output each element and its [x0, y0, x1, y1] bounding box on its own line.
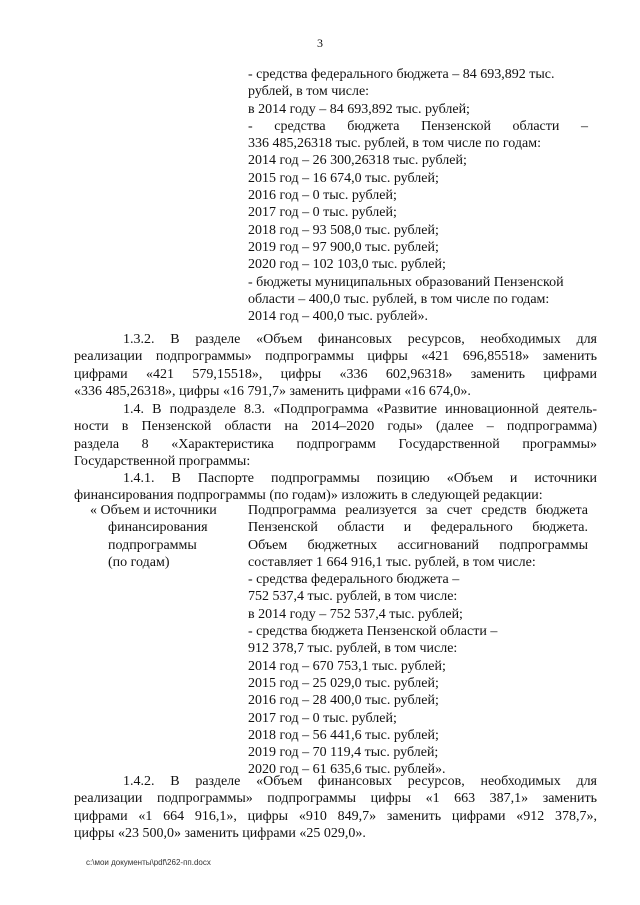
text-line: 2020 год – 61 635,6 тыс. рублей». [248, 762, 446, 778]
text-line: 2019 год – 70 119,4 тыс. рублей; [248, 745, 439, 761]
text-line: 2019 год – 97 900,0 тыс. рублей; [248, 239, 439, 255]
passport-label-cell [90, 502, 240, 571]
text-line: 2018 год – 56 441,6 тыс. рублей; [248, 727, 439, 743]
text-line: Пензенской области и федерального бюджета. [248, 520, 588, 536]
text-line: 2017 год – 0 тыс. рублей; [248, 205, 397, 221]
paragraph-1-4 [74, 401, 597, 470]
paragraph-1-4-1 [74, 470, 597, 505]
text-line: 2015 год – 16 674,0 тыс. рублей; [248, 170, 439, 186]
text-line: 912 378,7 тыс. рублей, в том числе: [248, 641, 458, 657]
text-line: 1.4.2. В разделе «Объем финансовых ресурсов, необходимых для [123, 774, 597, 789]
text-line: 2015 год – 25 029,0 тыс. рублей; [248, 675, 439, 691]
text-line: 2016 год – 0 тыс. рублей; [248, 188, 397, 204]
text-line: составляет 1 664 916,1 тыс. рублей, в том числе: [248, 554, 536, 570]
text-line: 336 485,26318 тыс. рублей, в том числе по годам: [248, 136, 541, 152]
text-line: в 2014 году – 84 693,892 тыс. рублей; [248, 101, 470, 117]
budget-block-continued [248, 66, 588, 325]
text-line: 2020 год – 102 103,0 тыс. рублей; [248, 257, 446, 273]
text-line: - средства федерального бюджета – [248, 572, 460, 588]
text-line: 2014 год – 670 753,1 тыс. рублей; [248, 658, 446, 674]
text-line: 1.3.2. В разделе «Объем финансовых ресурсов, необходимых для [123, 332, 597, 347]
page-number: 3 [317, 36, 323, 50]
text-line: 1.4.1. В Паспорте подпрограммы позицию «Объем и источники [123, 471, 597, 486]
text-line: - бюджеты муниципальных образований Пензенской [248, 274, 564, 290]
text-line: « Объем и источники [90, 503, 217, 518]
text-line: финансирования [108, 520, 208, 536]
text-line: области – 400,0 тыс. рублей, в том числе по годам: [248, 291, 550, 307]
text-line: Подпрограмма реализуется за счет средств бюджета [248, 503, 588, 518]
text-line: (по годам) [108, 554, 170, 570]
text-line: цифрами «421 579,15518», цифры «336 602,96318» заменить цифрами [74, 366, 597, 382]
text-line: раздела 8 «Характеристика подпрограмм Государственной программы» [74, 436, 597, 452]
text-line: - средства бюджета Пензенской области – [248, 118, 588, 134]
text-line: 2017 год – 0 тыс. рублей; [248, 710, 397, 726]
paragraph-1-4-2 [74, 773, 597, 842]
text-line: рублей, в том числе: [248, 84, 370, 100]
text-line: в 2014 году – 752 537,4 тыс. рублей; [248, 606, 463, 622]
text-line: «336 485,26318», цифры «16 791,7» заменить цифрами «16 674,0». [74, 383, 471, 399]
text-line: 1.4. В подразделе 8.3. «Подпрограмма «Развитие инновационной деятель- [123, 402, 597, 417]
text-line: реализации подпрограммы» подпрограммы цифры «421 696,85518» заменить [74, 349, 597, 365]
paragraph-1-3-2 [74, 331, 597, 400]
text-line: реализации подпрограммы» подпрограммы цифры «1 663 387,1» заменить [74, 791, 597, 807]
text-line: 752 537,4 тыс. рублей, в том числе: [248, 589, 458, 605]
text-line: подпрограммы [108, 537, 197, 553]
text-line: цифры «23 500,0» заменить цифрами «25 029,0». [74, 825, 366, 841]
text-line: 2014 год – 26 300,26318 тыс. рублей; [248, 153, 467, 169]
text-line: ности в Пензенской области на 2014–2020 годы» (далее – подпрограмма) [74, 419, 597, 435]
text-line: 2014 год – 400,0 тыс. рублей». [248, 309, 428, 325]
text-line: Объем бюджетных ассигнований подпрограммы [248, 537, 588, 553]
text-line: - средства бюджета Пензенской области – [248, 624, 498, 640]
text-line: Государственной программы: [74, 453, 251, 469]
text-line: цифрами «1 664 916,1», цифры «910 849,7» заменить цифрами «912 378,7», [74, 808, 597, 824]
footer-file-path: c:\мои документы\pdf\262-пп.docx [86, 858, 211, 867]
passport-value-cell [248, 502, 588, 779]
text-line: 2016 год – 28 400,0 тыс. рублей; [248, 693, 439, 709]
text-line: 2018 год – 93 508,0 тыс. рублей; [248, 222, 439, 238]
text-line: - средства федерального бюджета – 84 693,892 тыс. [248, 67, 555, 82]
text-line: финансирования подпрограммы (по годам)» изложить в следующей редакции: [74, 488, 543, 504]
